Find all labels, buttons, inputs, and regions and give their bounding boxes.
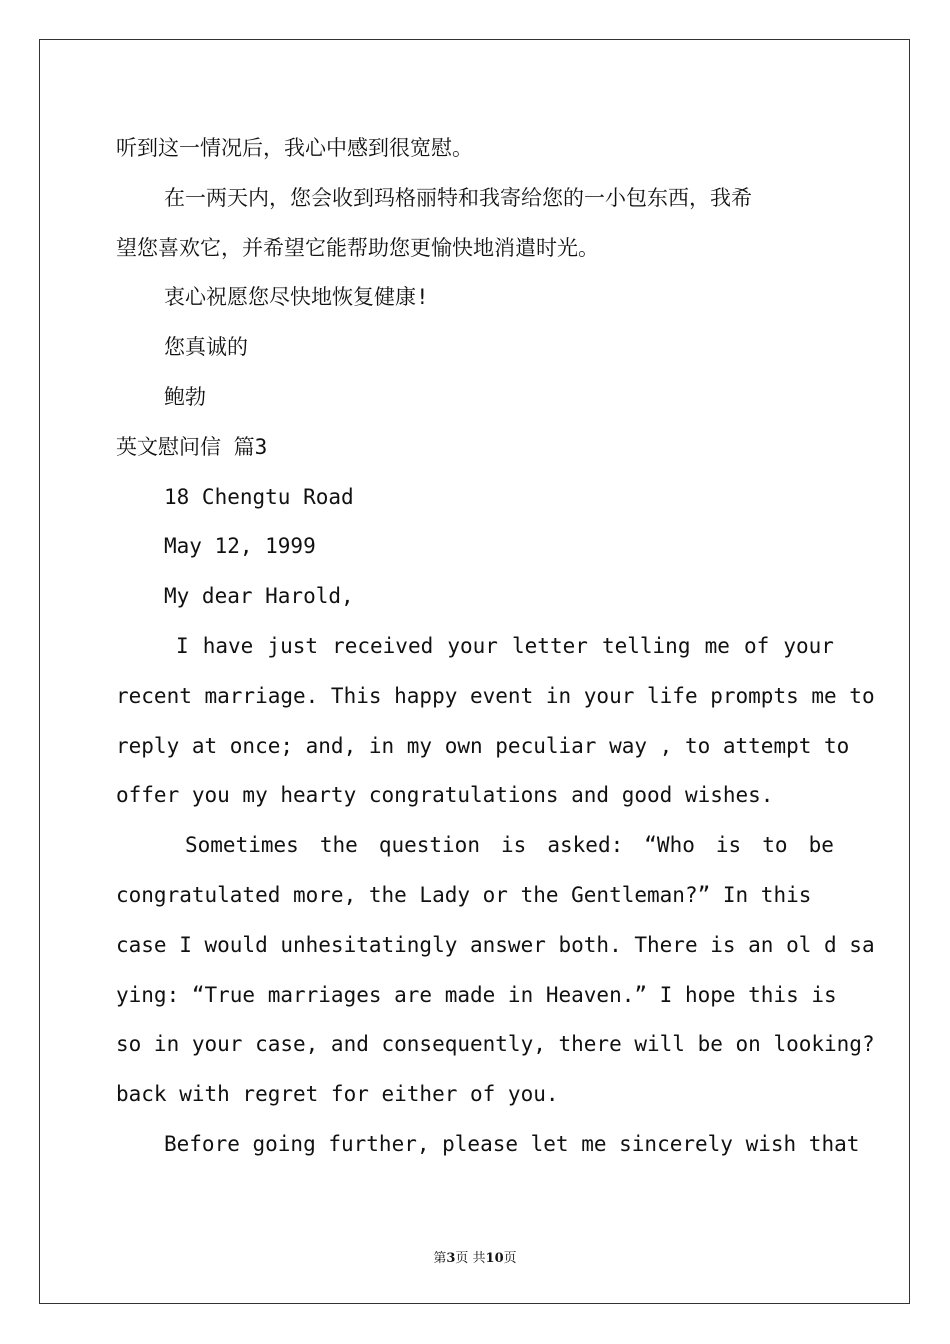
word: is [501,833,527,858]
word: letter [512,633,588,658]
letter-closing: 您真诚的 [164,335,248,360]
footer-mid: 页 共 [455,1251,486,1266]
paragraph-line: 听到这一情况后，我心中感到很宽慰。 [116,136,473,160]
word: have [202,633,254,658]
word: be [808,833,834,858]
paragraph-line: back with regret for either of you. [116,1082,559,1107]
paragraph-line: so in your case, and consequently, there will be on looking? [116,1032,875,1057]
paragraph-line: Before going further, please let me sincerely wish that [164,1131,860,1156]
word: asked: [547,833,624,858]
paragraph-line: case I would unhesitatingly answer both. There is an ol d sa [116,932,875,957]
word: your [783,633,834,658]
footer-suffix: 页 [503,1251,517,1266]
current-page-number: 3 [446,1251,456,1266]
page-footer [0,1247,950,1266]
paragraph-line [116,622,834,672]
word: me [704,633,730,658]
letter-date: May 12, 1999 [164,534,316,559]
paragraph-line: offer you my hearty congratulations and good wishes. [116,783,774,808]
word: just [267,633,318,658]
letter-salutation: My dear Harold, [164,584,354,609]
word: received [332,633,434,658]
paragraph-line: 衷心祝愿您尽快地恢复健康! [164,285,429,310]
paragraph-line: recent marriage. This happy event in your life prompts me to [116,683,875,708]
letter-address: 18 Chengtu Road [164,484,354,509]
paragraph-line: 望您喜欢它，并希望它能帮助您更愉快地消遣时光。 [116,235,599,260]
word: is [715,833,742,858]
word: telling [601,633,691,658]
letter-signature: 鲍勃 [164,384,206,409]
total-page-count: 10 [485,1251,504,1266]
paragraph-line: 在一两天内，您会收到玛格丽特和我寄给您的一小包东西，我希 [164,185,752,210]
word: of [743,633,770,658]
word: “Who [644,833,695,858]
word: question [378,833,480,858]
paragraph-line: reply at once; and, in my own peculiar way , to attempt to [116,733,850,758]
section-heading: 英文慰问信 篇3 [116,434,268,459]
word: I [176,633,189,658]
word: to [762,833,788,858]
footer-prefix: 第 [433,1251,447,1266]
word: Sometimes [185,833,299,858]
paragraph-line [116,821,834,871]
document-body [116,124,875,1170]
word: your [447,633,498,658]
paragraph-line: ying: “True marriages are made in Heaven.” I hope this is [116,982,837,1007]
paragraph-line: congratulated more, the Lady or the Gentleman?” In this [116,882,812,907]
word: the [319,833,358,858]
